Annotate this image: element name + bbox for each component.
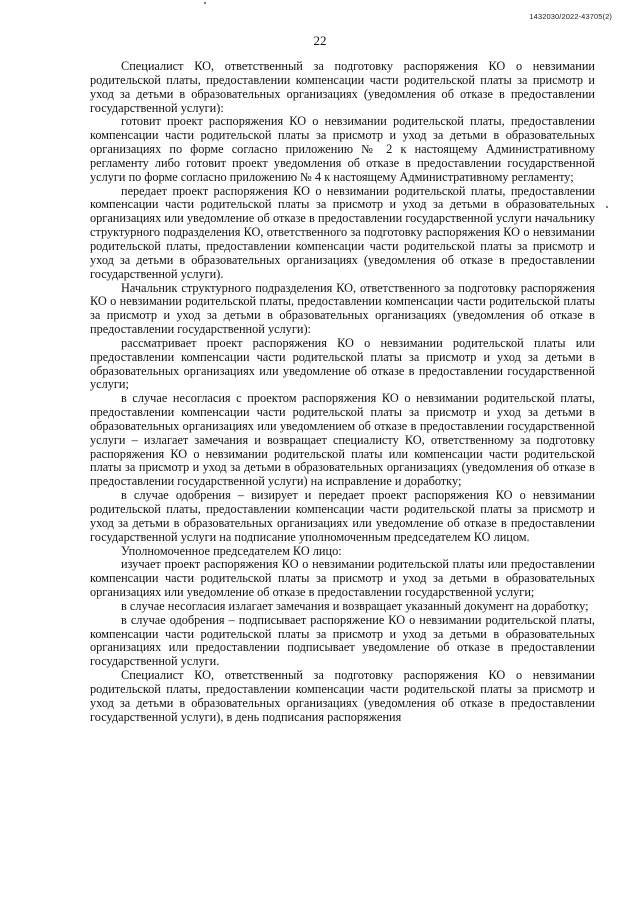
paragraph: в случае одобрения – подписывает распоряжение КО о невзимании родительской платы, компенсации части родительской платы за присмотр и уход за детьми в образовательных организациях или предоставлении подписывает уведомление об отказе в предоставлении государственной услуги.	[90, 612, 595, 669]
paragraph: Начальник структурного подразделения КО, ответственного за подготовку распоряжения КО о невзимании родительской платы, предоставлении компенсации части родительской платы за присмотр и уход за детьми в образовательных организациях (уведомления об отказе в предоставлении государственной услуги):	[90, 280, 595, 337]
document-body	[90, 60, 595, 725]
paragraph: Специалист КО, ответственный за подготовку распоряжения КО о невзимании родительской платы, предоставлении компенсации части родительской платы за присмотр и уход за детьми в образовательных организациях (уведомления об отказе в предоставлении государственной услуги):	[90, 59, 595, 115]
paragraph: в случае одобрения – визирует и передает проект распоряжения КО о невзимании родительской платы, предоставлении компенсации части родительской платы за присмотр и уход за детьми в образовательных организациях или уведомление об отказе в предоставлении государственной услуги на подписание уполномоченным председателем КО лицом.	[90, 488, 595, 544]
scan-speck	[606, 206, 608, 208]
paragraph: в случае несогласия излагает замечания и возвращает указанный документ на доработку;	[121, 598, 589, 613]
paragraph: рассматривает проект распоряжения КО о невзимании родительской платы или предоставлении компенсации части родительской платы за присмотр и уход за детьми в образовательных организациях или уведомление об отказе в предоставлении государственной услуги;	[90, 335, 595, 392]
paragraph: готовит проект распоряжения КО о невзимании родительской платы, предоставлении компенсации части родительской платы за присмотр и уход за детьми в образовательных организациях по форме согласно приложению № 2 к настоящему Административному регламенту либо готовит проект уведомления об отказе в предоставлении государственной услуги по форме согласно приложению № 4 к настоящему Административному регламенту;	[90, 114, 595, 184]
paragraph: в случае несогласия с проектом распоряжения КО о невзимании родительской платы, предоставлении компенсации части родительской платы за присмотр и уход за детьми в образовательных организациях или уведомлением об отказе в предоставлении государственной услуги – излагает замечания и возвращает специалисту КО, ответственному за подготовку распоряжения КО о невзимании родительской платы или компенсации части родительской платы за присмотр и уход за детьми в образовательных организациях (уведомления об отказе в предоставлении государственной услуги) на исправление и доработку;	[90, 391, 595, 489]
paragraph: изучает проект распоряжения КО о невзимании родительской платы или предоставлении компенсации части родительской платы за присмотр и уход за детьми в образовательных организациях или уведомление об отказе в предоставлении государственной услуги;	[90, 557, 595, 600]
scan-speck	[204, 2, 206, 4]
paragraph: Уполномоченное председателем КО лицо:	[121, 543, 342, 558]
paragraph: передает проект распоряжения КО о невзимании родительской платы, предоставлении компенсации части родительской платы за присмотр и уход за детьми в образовательных организациях или уведомление об отказе в предоставлении государственной услуги начальнику структурного подразделения КО, ответственного за подготовку распоряжения КО о невзимании родительской платы, предоставлении компенсации части родительской платы за присмотр и уход за детьми в образовательных организациях (уведомления об отказе в предоставлении государственной услуги).	[90, 183, 595, 281]
paragraph: Специалист КО, ответственный за подготовку распоряжения КО о невзимании родительской платы, предоставлении компенсации части родительской платы за присмотр и уход за детьми в образовательных организациях (уведомления об отказе в предоставлении государственной услуги), в день подписания распоряжения	[90, 668, 595, 724]
page-number: 22	[313, 33, 327, 48]
document-registration-number: 1432030/2022-43705(2)	[529, 12, 612, 21]
